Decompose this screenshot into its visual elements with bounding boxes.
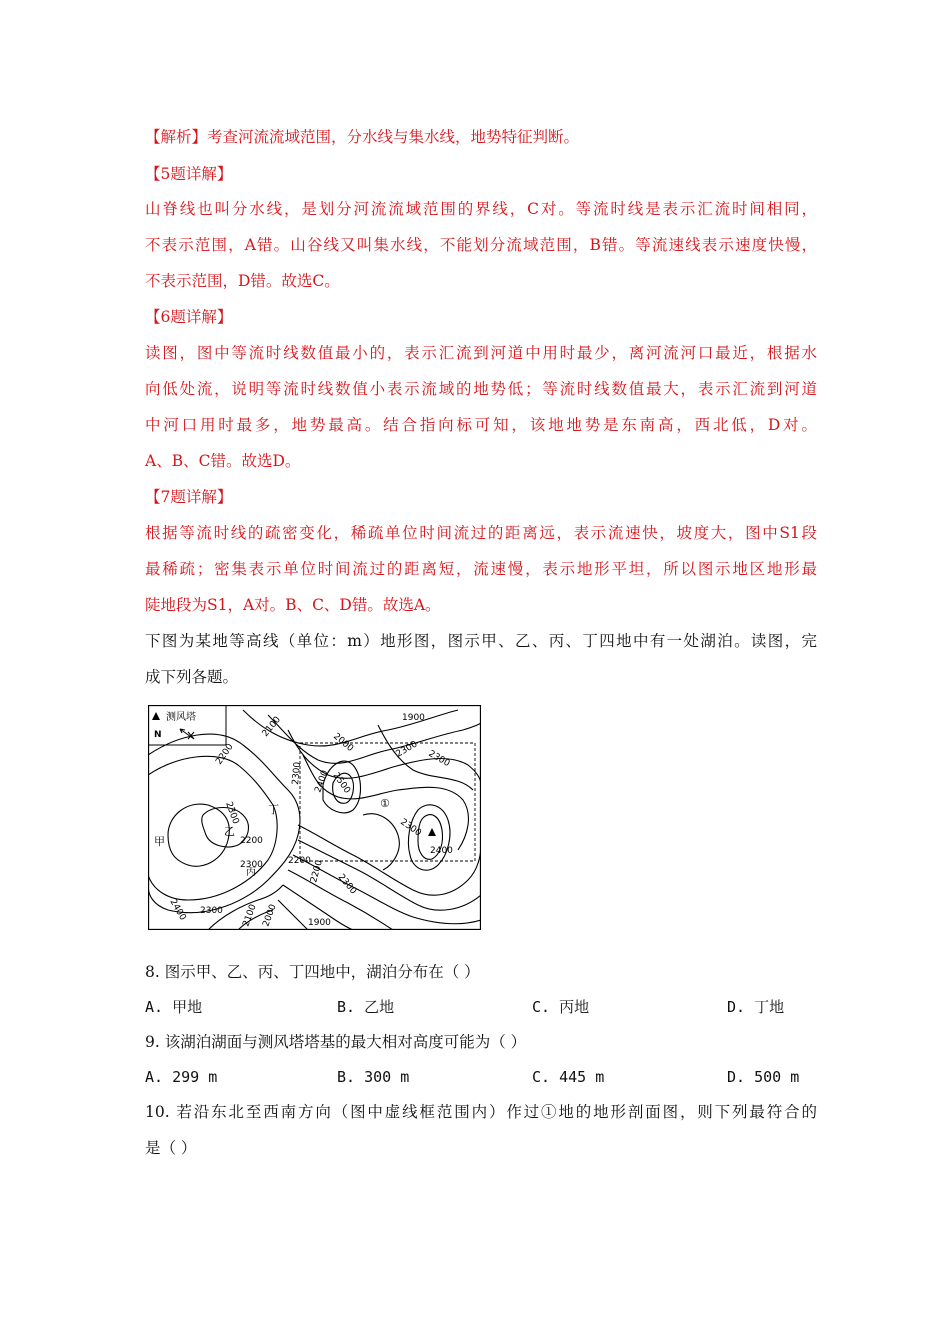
- place-yi: 乙: [224, 825, 235, 838]
- q6-line-3: 中河口用时最多，地势最高。结合指向标可知，该地地势是东南高，西北低，D对。: [145, 416, 817, 434]
- q6-line-1: 读图，图中等流时线数值最小的，表示汇流到河道中用时最少，离河流河口最近，根据水: [145, 344, 817, 362]
- q9-option-d[interactable]: D. 500 m: [727, 1068, 800, 1086]
- contour-label: 2200: [309, 859, 325, 884]
- contour-label: 2300: [223, 800, 241, 826]
- q7-line-1: 根据等流时线的疏密变化，稀疏单位时间流过的距离远，表示流速快，坡度大，图中S1段: [145, 524, 817, 542]
- contour-label: 2200: [214, 742, 236, 767]
- q8-stem: 8. 图示甲、乙、丙、丁四地中，湖泊分布在（ ）: [145, 963, 480, 981]
- q10-line-1: 10. 若沿东北至西南方向（图中虚线框范围内）作过①地的地形剖面图，则下列最符合的: [145, 1103, 817, 1121]
- q6-line-2: 向低处流，说明等流时线数值小表示流域的地势低；等流时线数值最大，表示汇流到河道: [145, 380, 817, 398]
- q7-heading: 【7题详解】: [145, 488, 233, 506]
- q6-line-4: A、B、C错。故选D。: [145, 452, 301, 470]
- q7-line-3: 陡地段为S1，A对。B、C、D错。故选A。: [145, 596, 441, 614]
- contour-label: 2200: [240, 836, 263, 846]
- legend-label: 测风塔: [166, 712, 196, 723]
- q8-option-d[interactable]: D. 丁地: [727, 998, 785, 1016]
- intro-line-2: 成下列各题。: [145, 668, 239, 686]
- contour-label: 1900: [308, 918, 331, 928]
- contour-label: 2200: [288, 856, 311, 866]
- contour-label: 2300: [426, 748, 452, 770]
- contour-label: 2100: [260, 714, 284, 739]
- q5-heading: 【5题详解】: [145, 165, 233, 183]
- analysis-text: 【解析】考查河流流域范围，分水线与集水线，地势特征判断。: [145, 128, 580, 146]
- q9-stem: 9. 该湖泊湖面与测风塔塔基的最大相对高度可能为（ ）: [145, 1033, 527, 1051]
- q8-option-c[interactable]: C. 丙地: [532, 998, 590, 1016]
- place-jia: 甲: [154, 835, 165, 848]
- contour-map: [148, 705, 481, 930]
- intro-line-1: 下图为某地等高线（单位：m）地形图，图示甲、乙、丙、丁四地中有一处湖泊。读图，完: [145, 632, 817, 650]
- contour-label: 2400: [167, 897, 188, 923]
- q5-line-1: 山脊线也叫分水线，是划分河流流域范围的界线，C对。等流时线是表示汇流时间相同，: [145, 200, 817, 218]
- q8-option-a[interactable]: A. 甲地: [145, 998, 203, 1016]
- q6-heading: 【6题详解】: [145, 308, 233, 326]
- point-1-mark: ①: [380, 797, 390, 810]
- contour-label: 1900: [402, 713, 425, 723]
- contour-label: 2000: [261, 903, 279, 929]
- q8-option-b[interactable]: B. 乙地: [337, 998, 395, 1016]
- contour-label: 2300: [398, 817, 423, 839]
- q9-option-a[interactable]: A. 299 m: [145, 1068, 218, 1086]
- place-ding: 丁: [268, 803, 279, 816]
- contour-label: 2300: [240, 860, 263, 870]
- contour-label: 2500: [330, 770, 352, 796]
- contour-label: 2300: [394, 739, 420, 760]
- q5-line-2: 不表示范围，A错。山谷线又叫集水线，不能划分流域范围，B错。等流速线表示速度快慢，: [145, 236, 817, 254]
- q7-line-2: 最稀疏；密集表示单位时间流过的距离短，流速慢，表示地形平坦，所以图示地区地形最: [145, 560, 817, 578]
- north-label: N: [154, 730, 162, 740]
- q9-option-c[interactable]: C. 445 m: [532, 1068, 605, 1086]
- contour-label: 2300: [335, 872, 359, 897]
- contour-label: 2400: [430, 846, 453, 856]
- contour-label: 2300: [200, 906, 223, 916]
- contour-label: 2400: [313, 769, 331, 795]
- contour-label: 2000: [331, 731, 356, 755]
- q10-line-2: 是（ ）: [145, 1139, 197, 1157]
- q9-option-b[interactable]: B. 300 m: [337, 1068, 410, 1086]
- place-bing: 丙: [246, 867, 256, 878]
- q5-line-3: 不表示范围，D错。故选C。: [145, 272, 340, 290]
- contour-label: 2300: [291, 761, 303, 786]
- contour-label: 2100: [241, 903, 259, 929]
